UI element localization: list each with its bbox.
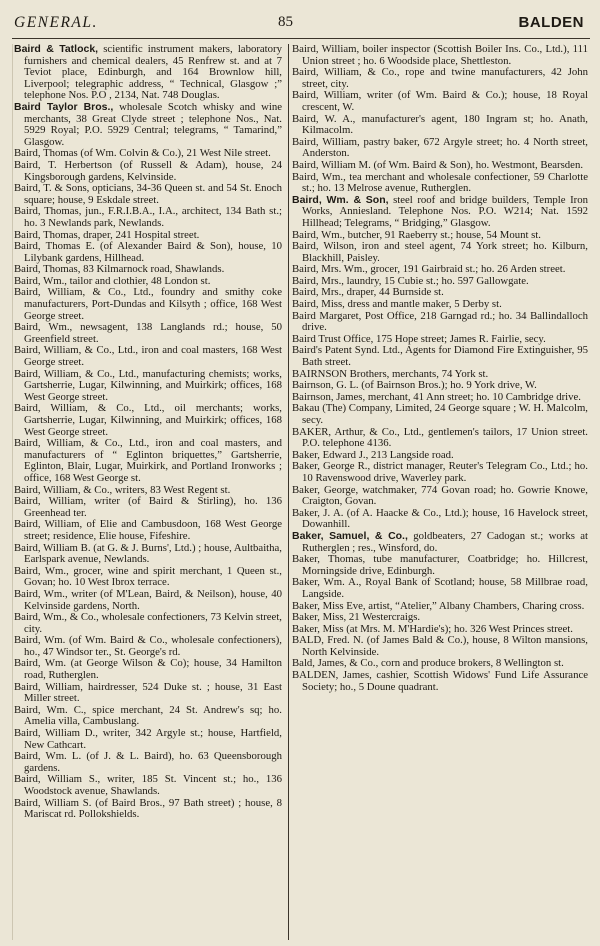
entry-text: Baird, William, boiler inspector (Scottish Boiler Ins. Co., Ltd.), 111 Union street ; ho. 6 Woodside place, Shettleston. [292, 43, 588, 67]
page-header [0, 14, 600, 36]
column-divider [288, 44, 289, 940]
entry-text: Baird, Wm., tea merchant and wholesale confectioner, 59 Charlotte st.; ho. 13 Melrose avenue, Rutherglen. [292, 170, 588, 195]
entry-text: Baird, William, & Co., Ltd., manufacturing chemists; works, Gartsherrie, Lugar, Kilwinning, and Muirkirk; offices, 168 West George street. [14, 367, 282, 403]
entry-text: Bairnson, G. L. (of Bairnson Bros.); ho. 9 York drive, W. [292, 379, 537, 392]
entry-text: Baker, Wm. A., Royal Bank of Scotland; house, 58 Millbrae road, Langside. [292, 576, 588, 600]
directory-entry [292, 427, 588, 450]
entry-text: Baird, Mrs. Wm., grocer, 191 Gairbraid st.; ho. 26 Arden street. [292, 263, 566, 276]
entry-text: steel roof and bridge builders, Temple Iron Works, Anniesland. Telephone Nos. P.O. W214; Nat. 1592 Hillhead; Telegrams, “ Bridging,” Glasgow. [302, 193, 589, 229]
entry-text: Baird, William M. (of Wm. Baird & Son), ho. Westmont, Bearsden. [292, 158, 584, 171]
entry-text: Baker, Miss (at Mrs. M. M'Hardie's); ho. 326 West Princes street. [292, 622, 573, 635]
entry-text: Bakau (The) Company, Limited, 24 George square ; W. H. Malcolm, secy. [292, 402, 588, 426]
directory-entry [14, 635, 282, 658]
entry-text: Baird, Mrs., draper, 44 Burnside st. [292, 286, 444, 299]
directory-entry [14, 496, 282, 519]
entry-name: Baird, Wm. & Son, [292, 193, 389, 206]
entry-text: Baker, George R., district manager, Reuter's Telegram Co., Ltd.; ho. 10 Ravenswood drive, Waverley park. [292, 460, 588, 484]
page-number: 85 [278, 14, 293, 30]
directory-entry [14, 369, 282, 404]
directory-entry [14, 287, 282, 322]
entry-text: Baird, William, of Elie and Cambusdoon, 168 West George street; residence, Elie house, Fifeshire. [14, 518, 282, 542]
directory-entry [14, 612, 282, 635]
directory-entry [14, 102, 282, 148]
entry-text: Baird, Mrs., laundry, 15 Cubie st.; ho. 597 Gallowgate. [292, 274, 529, 287]
entry-text: Baird, William, pastry baker, 672 Argyle street; ho. 4 North street, Anderston. [292, 135, 588, 160]
directory-entry [292, 114, 588, 137]
left-column [14, 44, 282, 821]
directory-entry [14, 183, 282, 206]
entry-text: Baird, Wm. C., spice merchant, 24 St. Andrew's sq; ho. Amelia villa, Cambuslang. [14, 703, 282, 728]
directory-entry [292, 531, 588, 554]
directory-entry [292, 577, 588, 600]
directory-entry [292, 67, 588, 90]
entry-text: Baird, William, & Co., Ltd., oil merchants; works, Gartsherrie, Lugar, Kilwinning, and Muirkirk; offices, 168 West George street. [14, 402, 282, 438]
entry-text: Baird, William, & Co., Ltd., iron and coal masters, and manufacturers of “ Eglinton briquettes,” Gartsherrie, Eglinton, Blair, Lugar, Muirkirk, and Portland Ironworks ; office, 168 West George st. [14, 437, 282, 484]
directory-entry [14, 438, 282, 484]
entry-text: Baird, William, writer (of Wm. Baird & Co.); house, 18 Royal crescent, W. [292, 89, 588, 113]
entry-text: Baird, Wm. (of Wm. Baird & Co., wholesale confectioners), ho., 47 Windsor ter., St. George's rd. [14, 634, 282, 658]
entry-name: Baker, Samuel, & Co., [292, 529, 408, 542]
directory-entry [14, 345, 282, 368]
entry-text: Baird, W. A., manufacturer's agent, 180 Ingram st; ho. Anath, Kilmacolm. [292, 112, 588, 137]
directory-entry [14, 160, 282, 183]
entry-text: Baird, Thomas E. (of Alexander Baird & Son), house, 10 Lilybank gardens, Hillhead. [14, 240, 282, 264]
header-rule [12, 38, 590, 39]
directory-entry [292, 90, 588, 113]
entry-text: Baird, William, & Co., Ltd., foundry and smithy coke manufacturers, Port-Dundas and Kilsyth ; office, 168 West George street. [14, 286, 282, 322]
entry-name: Baird & Tatlock, [14, 43, 99, 55]
directory-entry [292, 670, 588, 693]
entry-text: Baird, Wm., butcher, 91 Raeberry st.; house, 54 Mount st. [292, 228, 541, 241]
entry-text: Baker, Edward J., 213 Langside road. [292, 448, 454, 461]
entry-text: Baird, William, writer (of Baird & Stirling), ho. 136 Greenhead ter. [14, 495, 282, 519]
directory-entry [14, 774, 282, 797]
entry-text: Baird, T. Herbertson (of Russell & Adam), house, 24 Kingsborough gardens, Kelvinside. [14, 158, 282, 183]
entry-text: Baird, William, & Co., rope and twine manufacturers, 42 John street, city. [292, 66, 588, 90]
directory-entry [292, 635, 588, 658]
entry-text: scientific instrument makers, laboratory furnishers and chemical dealers, 45 Renfrew st. and at 7 Teviot place, Edinburgh, and 164 Brownlow hill, Liverpool; telegraphic address, “ Technical, Glasgow ;” telephone Nos. P.O , 2134, Nat. 748 Douglas. [24, 43, 282, 102]
entry-text: Baird, Wilson, iron and steel agent, 74 York street; ho. Kilburn, Blackhill, Paisley. [292, 240, 588, 264]
directory-entry [14, 543, 282, 566]
entry-text: Baird, Thomas, draper, 241 Hospital street. [14, 228, 200, 241]
entry-text: Baird Trust Office, 175 Hope street; James R. Fairlie, secy. [292, 332, 546, 345]
directory-entry [292, 461, 588, 484]
entry-text: BAKER, Arthur, & Co., Ltd., gentlemen's tailors, 17 Union street. P.O. telephone 4136. [292, 425, 588, 450]
running-head: BALDEN [518, 14, 584, 31]
entry-text: Baker, Thomas, tube manufacturer, Coatbridge; ho. Hillcrest, Morningside drive, Edinburgh. [292, 553, 588, 577]
entry-text: Bald, James, & Co., corn and produce brokers, 8 Wellington st. [292, 657, 564, 670]
entry-text: Baker, Miss, 21 Westercraigs. [292, 611, 421, 624]
directory-entry [292, 508, 588, 531]
entry-text: Baird, Thomas (of Wm. Colvin & Co.), 21 West Nile street. [14, 147, 271, 160]
directory-entry [14, 589, 282, 612]
directory-entry [292, 44, 588, 67]
binding-edge [0, 44, 13, 940]
entry-text: Baird, William, hairdresser, 524 Duke st. ; house, 31 East Miller street. [14, 680, 282, 705]
entry-text: Baird, William S., writer, 185 St. Vincent st.; ho., 136 Woodstock avenue, Shawlands. [14, 773, 282, 797]
directory-entry [14, 751, 282, 774]
entry-name: Baird Taylor Bros., [14, 100, 114, 113]
entry-text: goldbeaters, 27 Cadogan st.; works at Rutherglen ; res., Winsford, do. [302, 529, 588, 554]
directory-entry [292, 345, 588, 368]
directory-entry [14, 658, 282, 681]
directory-entry [292, 403, 588, 426]
entry-text: Baird, Wm., tailor and clothier, 48 London st. [14, 274, 211, 287]
entry-text: Baker, Miss Eve, artist, “Atelier,” Albany Chambers, Charing cross. [292, 599, 585, 612]
directory-entry [14, 206, 282, 229]
directory-entry [14, 44, 282, 102]
directory-entry [14, 519, 282, 542]
directory-entry [292, 137, 588, 160]
entry-text: Baird, Miss, dress and mantle maker, 5 Derby st. [292, 298, 502, 311]
entry-text: Baker, George, watchmaker, 774 Govan road; ho. Gowrie Knowe, Craigton, Govan. [292, 483, 588, 508]
entry-text: Baird, Wm., & Co., wholesale confectioners, 73 Kelvin street, city. [14, 611, 282, 635]
directory-entry [14, 566, 282, 589]
directory-entry [292, 311, 588, 334]
entry-text: Baird, William, & Co., writers, 83 West Regent st. [14, 483, 231, 496]
directory-entry [14, 241, 282, 264]
section-title: GENERAL. [14, 14, 98, 31]
entry-text: Baird, Wm., newsagent, 138 Langlands rd.; house, 50 Greenfield street. [14, 321, 282, 345]
entry-text: Baird, Thomas, 83 Kilmarnock road, Shawlands. [14, 263, 225, 276]
entry-text: Baird, William, & Co., Ltd., iron and coal masters, 168 West George street. [14, 344, 282, 369]
directory-entry [14, 798, 282, 821]
entry-text: Baird Margaret, Post Office, 218 Garngad rd.; ho. 34 Ballindalloch drive. [292, 309, 588, 334]
directory-entry [14, 682, 282, 705]
entry-text: wholesale Scotch whisky and wine merchants, 38 Great Clyde street ; telephone Nos., Nat. 5929 Royal; P.O. 5929 Central; telegrams, “ Tamarind,” Glasgow. [24, 100, 283, 148]
entry-text: Baird, William S. (of Baird Bros., 97 Bath street) ; house, 8 Mariscat rd. Pollokshields. [14, 796, 282, 821]
directory-entry [292, 172, 588, 195]
directory-entry [14, 403, 282, 438]
entry-text: BALD, Fred. N. (of James Bald & Co.), house, 8 Wilton mansions, North Kelvinside. [292, 634, 588, 658]
directory-entry [14, 322, 282, 345]
entry-text: Baird, William B. (at G. & J. Burns', Ltd.) ; house, Aultbaitha, Earlspark avenue, Newlands. [14, 541, 282, 566]
entry-text: Baker, J. A. (of A. Haacke & Co., Ltd.); house, 16 Havelock street, Dowanhill. [292, 506, 588, 531]
entry-text: Baird, Wm., writer (of M'Lean, Baird, & Neilson), house, 40 Kelvinside gardens, North. [14, 587, 282, 612]
directory-entry [292, 485, 588, 508]
entry-text: Baird, William D., writer, 342 Argyle st.; house, Hartfield, New Cathcart. [14, 727, 282, 751]
directory-entry [292, 554, 588, 577]
entry-text: Baird's Patent Synd. Ltd., Agents for Diamond Fire Extinguisher, 95 Bath street. [292, 344, 588, 369]
entry-text: BALDEN, James, cashier, Scottish Widows' Fund Life Assurance Society; ho., 5 Doune quadrant. [292, 669, 588, 693]
entry-text: BAIRNSON Brothers, merchants, 74 York st. [292, 367, 489, 380]
directory-entry [292, 241, 588, 264]
entry-text: Baird, Wm., grocer, wine and spirit merchant, 1 Queen st., Govan; ho. 10 West Ibrox terrace. [14, 564, 282, 589]
entry-text: Baird, Thomas, jun., F.R.I.B.A., I.A., architect, 134 Bath st.; ho. 3 Newlands park, Newlands. [14, 205, 282, 229]
entry-text: Baird, Wm. L. (of J. & L. Baird), ho. 63 Queensborough gardens. [14, 750, 282, 774]
right-column [292, 44, 588, 693]
entry-text: Baird, T. & Sons, opticians, 34-36 Queen st. and 54 St. Enoch square; house, 9 Eskdale street. [14, 182, 282, 206]
directory-entry [292, 195, 588, 230]
entry-text: Bairnson, James, merchant, 41 Ann street; ho. 10 Cambridge drive. [292, 390, 581, 403]
directory-entry [14, 705, 282, 728]
directory-entry [14, 728, 282, 751]
entry-text: Baird, Wm. (at George Wilson & Co); house, 34 Hamilton road, Rutherglen. [14, 657, 282, 682]
